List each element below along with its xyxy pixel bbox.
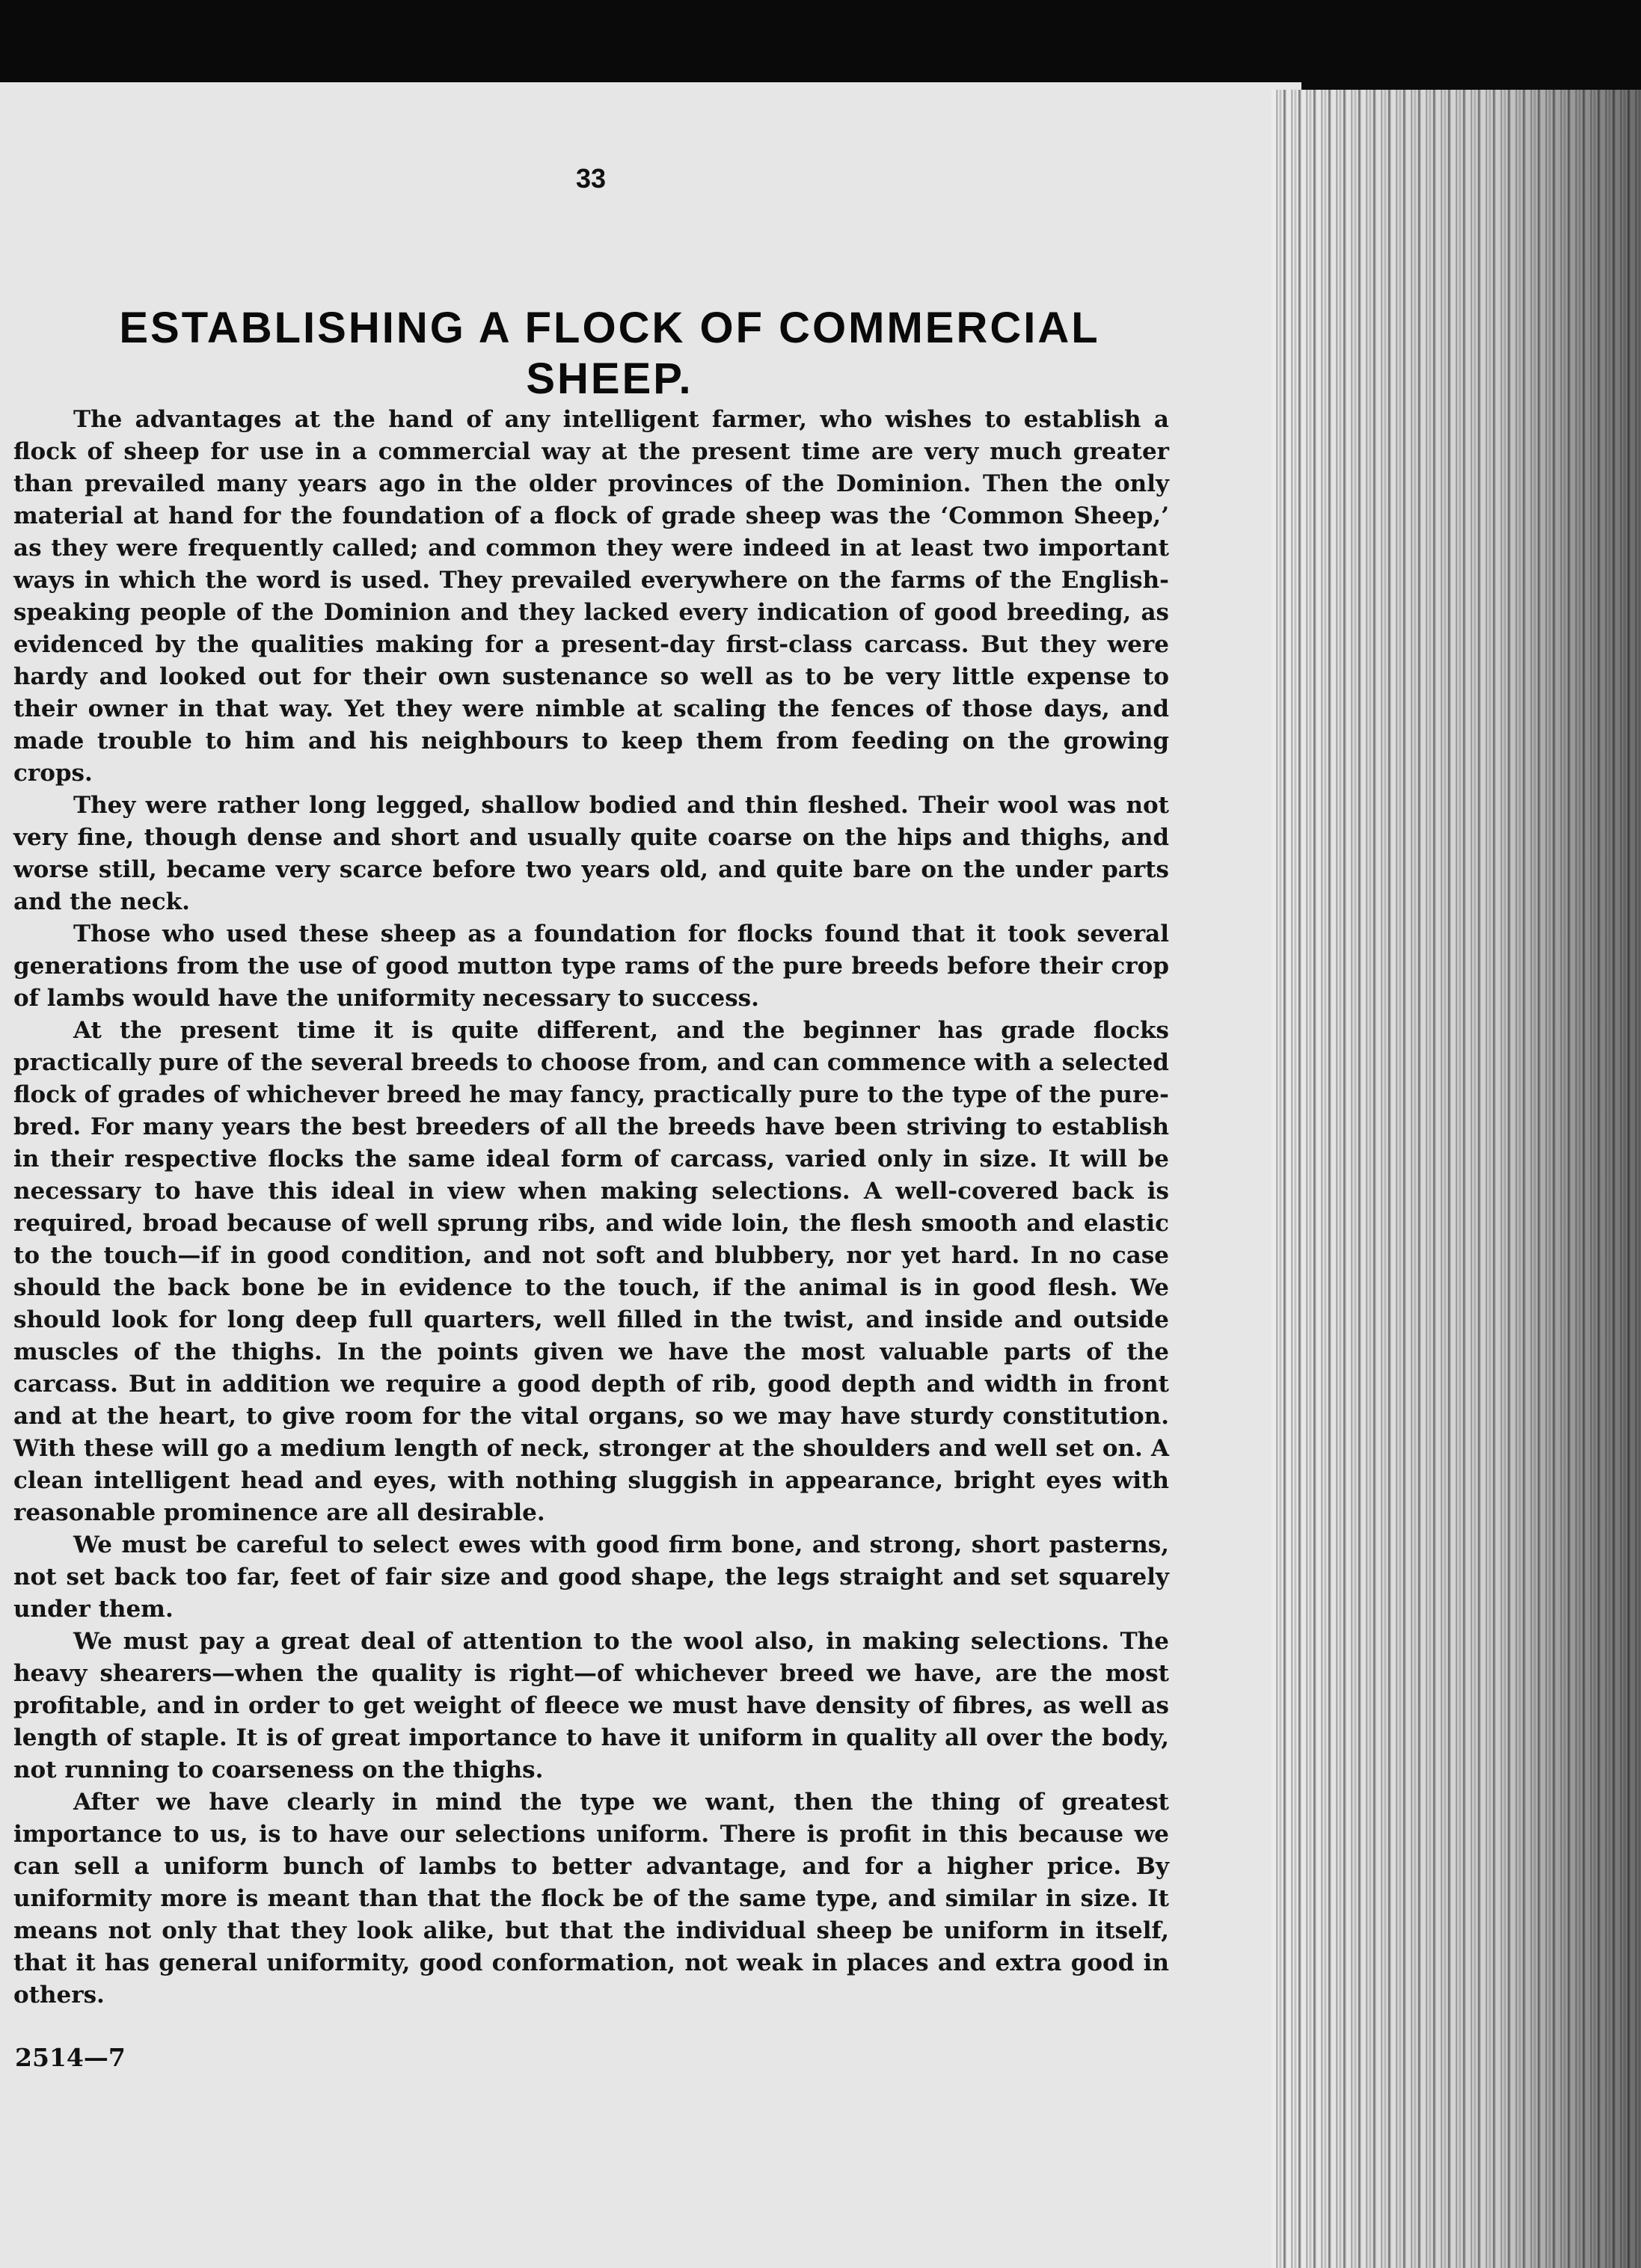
- page-edges: [1272, 90, 1641, 2268]
- paragraph: We must pay a great deal of attention to the wool also, in making selections. The heavy shearers—when the quality is right—of whichever breed we have, are the most profitable, and in order to get weight of fleece we must have density of fibres, as well as length of staple. It is of great importance to have it uniform in quality all over the body, not running to coarseness on the thighs.: [13, 1628, 1169, 1783]
- paragraph: Those who used these sheep as a foundation for flocks found that it took several generations from the use of good mutton type rams of the pure breeds before their crop of lambs would have the uniformity necessary to success.: [13, 921, 1169, 1012]
- article-title: ESTABLISHING A FLOCK OF COMMERCIAL SHEEP.: [119, 304, 1100, 403]
- article-body: [13, 404, 1169, 2012]
- paragraph: After we have clearly in mind the type we want, then the thing of greatest importance to us, is to have our selections uniform. There is profit in this because we can sell a uniform bunch of lambs to better advantage, and for a higher price. By uniformity more is meant than that the flock be of the same type, and similar in size. It means not only that they look alike, but that the individual sheep be uniform in itself, that it has general uniformity, good conformation, not weak in places and extra good in others.: [13, 1789, 1169, 2009]
- paragraph: They were rather long legged, shallow bodied and thin fleshed. Their wool was not very fine, though dense and short and usually quite coarse on the hips and thighs, and worse still, became very scarce before two years old, and quite bare on the under parts and the neck.: [13, 792, 1169, 915]
- page-number: 33: [576, 163, 607, 194]
- paragraph: At the present time it is quite different, and the beginner has grade flocks practically pure of the several breeds to choose from, and can commence with a selected flock of grades of whichever breed he may fancy, practically pure to the type of the pure-bred. For many years the best breeders of all the breeds have been striving to establish in their respective flocks the same ideal form of carcass, varied only in size. It will be necessary to have this ideal in view when making selections. A well-covered back is required, broad because of well sprung ribs, and wide loin, the flesh smooth and elastic to the touch—if in good condition, and not soft and blubbery, nor yet hard. In no case should the back bone be in evidence to the touch, if the animal is in good flesh. We should look for long deep full quarters, well filled in the twist, and inside and outside muscles of the thighs. In the points given we have the most valuable parts of the carcass. But in addition we require a good depth of rib, good depth and width in front and at the heart, to give room for the vital organs, so we may have sturdy constitution. With these will go a medium length of neck, stronger at the shoulders and well set on. A clean intelligent head and eyes, with nothing sluggish in appearance, bright eyes with reasonable prominence are all desirable.: [13, 1017, 1169, 1526]
- signature-mark: 2514—7: [15, 2043, 126, 2072]
- paragraph: The advantages at the hand of any intelligent farmer, who wishes to establish a flock of sheep for use in a commercial way at the present time are very much greater than prevailed many years ago in the older provinces of the Dominion. Then the only material at hand for the foundation of a flock of grade sheep was the ‘Common Sheep,’ as they were frequently called; and common they were indeed in at least two important ways in which the word is used. They prevailed everywhere on the farms of the English-speaking people of the Dominion and they lacked every indication of good breeding, as evidenced by the qualities making for a present-day first-class carcass. But they were hardy and looked out for their own sustenance so well as to be very little expense to their owner in that way. Yet they were nimble at scaling the fences of those days, and made trouble to him and his neighbours to keep them from feeding on the growing crops.: [13, 406, 1169, 787]
- paragraph: We must be careful to select ewes with good firm bone, and strong, short pasterns, not set back too far, feet of fair size and good shape, the legs straight and set squarely under them.: [13, 1531, 1169, 1623]
